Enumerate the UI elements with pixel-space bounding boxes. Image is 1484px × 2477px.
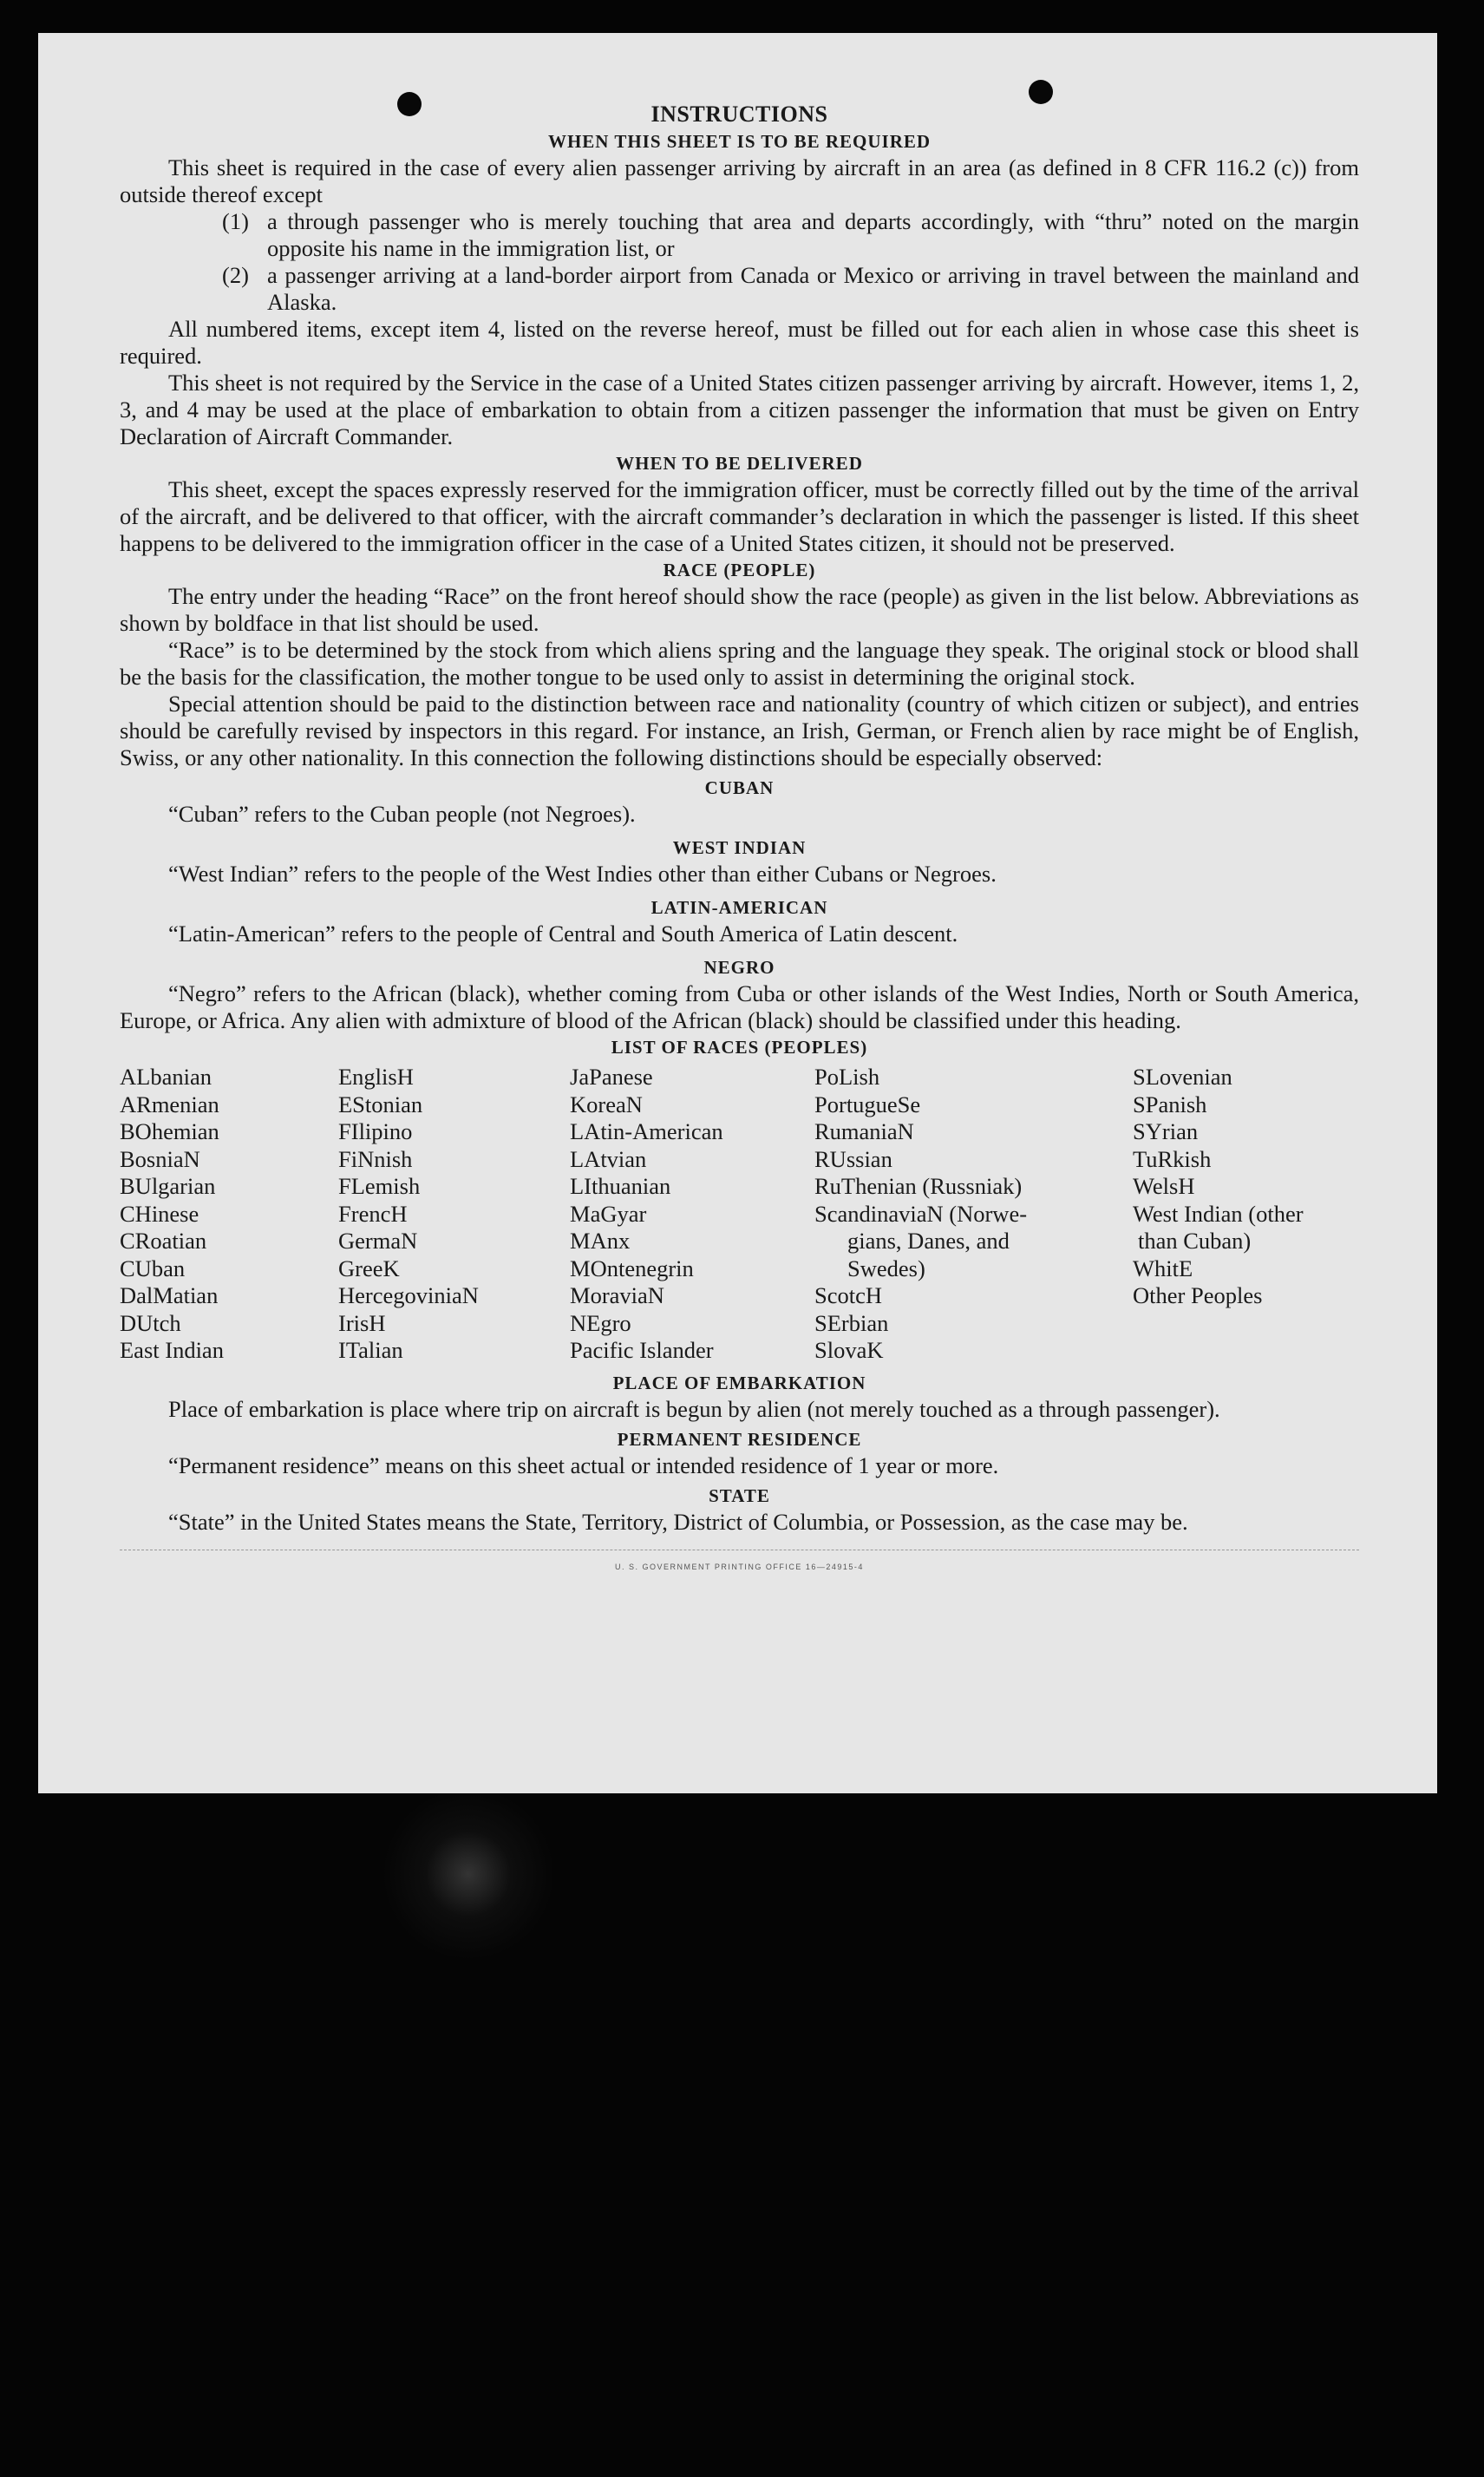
race-entry: PoLish bbox=[814, 1064, 880, 1090]
section-heading: WEST INDIAN bbox=[672, 837, 807, 858]
race-entry: gians, Danes, and bbox=[847, 1228, 1010, 1254]
race-entry: LAtin-American bbox=[570, 1118, 723, 1144]
race-entry: GermaN bbox=[338, 1228, 418, 1254]
race-entry: ScandinaviaN (Norwe- bbox=[814, 1200, 1028, 1227]
race-list bbox=[120, 1064, 1359, 1365]
section-heading: WHEN TO BE DELIVERED bbox=[616, 453, 863, 474]
race-entry: DalMatian bbox=[120, 1282, 219, 1308]
paragraph: “State” in the United States means the State, Territory, District of Columbia, or Possession, as the case may be. bbox=[168, 1508, 1188, 1535]
race-entry: LAtvian bbox=[570, 1145, 647, 1172]
paragraph: All numbered items, except item 4, listed on the reverse hereof, must be filled out for each alien in whose case this sheet is required. bbox=[120, 316, 1359, 369]
race-entry: GreeK bbox=[338, 1255, 400, 1281]
race-entry: East Indian bbox=[120, 1337, 224, 1363]
race-entry: SlovaK bbox=[814, 1337, 884, 1363]
race-entry: PortugueSe bbox=[814, 1091, 921, 1117]
race-entry: WhitE bbox=[1133, 1255, 1193, 1281]
race-entry: SLovenian bbox=[1133, 1064, 1232, 1090]
race-column bbox=[338, 1064, 570, 1365]
race-entry: SYrian bbox=[1133, 1118, 1199, 1144]
race-entry: MaGyar bbox=[570, 1200, 647, 1227]
race-entry: FiNnish bbox=[338, 1145, 413, 1172]
race-column bbox=[814, 1064, 1133, 1365]
section-heading: PLACE OF EMBARKATION bbox=[612, 1372, 866, 1393]
race-entry: RumaniaN bbox=[814, 1118, 914, 1144]
race-entry: HercegoviniaN bbox=[338, 1282, 479, 1308]
race-entry: SErbian bbox=[814, 1309, 889, 1336]
race-entry: DUtch bbox=[120, 1309, 181, 1336]
race-column bbox=[570, 1064, 814, 1365]
race-entry: MOntenegrin bbox=[570, 1255, 694, 1281]
race-entry: RuThenian (Russniak) bbox=[814, 1173, 1023, 1199]
race-entry: West Indian (other bbox=[1133, 1200, 1304, 1227]
list-item bbox=[120, 262, 1359, 316]
race-column bbox=[1133, 1064, 1359, 1365]
race-entry: MoraviaN bbox=[570, 1282, 664, 1308]
punch-hole bbox=[397, 92, 422, 116]
race-entry: TuRkish bbox=[1133, 1145, 1212, 1172]
paragraph: The entry under the heading “Race” on the front hereof should show the race (people) as given in the list below. Abbreviations as shown by boldface in that list should be used. bbox=[120, 583, 1359, 636]
paragraph: “Permanent residence” means on this sheet actual or intended residence of 1 year or more. bbox=[168, 1451, 999, 1478]
race-entry: SPanish bbox=[1133, 1091, 1207, 1117]
race-column bbox=[120, 1064, 338, 1365]
item-text: a through passenger who is merely touching that area and departs accordingly, with “thru” noted on the margin opposite his name in the immigration list, or bbox=[267, 208, 1359, 261]
paragraph: “Race” is to be determined by the stock from which aliens spring and the language they speak. The original stock or blood shall be the basis for the classification, the mother tongue to be used only to assist in determining the original stock. bbox=[120, 637, 1359, 690]
race-entry: ALbanian bbox=[120, 1064, 212, 1090]
race-entry: WelsH bbox=[1133, 1173, 1195, 1199]
instruction-sheet bbox=[38, 33, 1437, 1793]
item-text: a passenger arriving at a land-border airport from Canada or Mexico or arriving in travel between the mainland and Alaska. bbox=[267, 262, 1359, 315]
section-heading: NEGRO bbox=[703, 957, 775, 978]
race-entry: BosniaN bbox=[120, 1145, 200, 1172]
race-entry: EStonian bbox=[338, 1091, 423, 1117]
race-entry: IrisH bbox=[338, 1309, 386, 1336]
race-entry: LIthuanian bbox=[570, 1173, 671, 1199]
race-entry: CHinese bbox=[120, 1200, 199, 1227]
race-entry: RUssian bbox=[814, 1145, 892, 1172]
list-item bbox=[120, 208, 1359, 262]
race-entry: KoreaN bbox=[570, 1091, 643, 1117]
race-entry: Other Peoples bbox=[1133, 1282, 1263, 1308]
section-heading: PERMANENT RESIDENCE bbox=[617, 1428, 862, 1450]
section-heading: WHEN THIS SHEET IS TO BE REQUIRED bbox=[547, 131, 932, 152]
section-heading: RACE (PEOPLE) bbox=[663, 560, 816, 580]
race-entry: BOhemian bbox=[120, 1118, 219, 1144]
race-entry: ITalian bbox=[338, 1337, 403, 1363]
paragraph: Special attention should be paid to the distinction between race and nationality (country of which citizen or subject), and entries should be carefully revised by inspectors in this regard. For instance, an Irish, German, or French alien by race might be of English, Swiss, or any other nationality. In this connection the following distinctions should be especially observed: bbox=[120, 691, 1359, 770]
race-entry: JaPanese bbox=[570, 1064, 653, 1090]
printing-office-footer: U. S. GOVERNMENT PRINTING OFFICE 16—24915-4 bbox=[120, 1550, 1359, 1581]
race-entry: EnglisH bbox=[338, 1064, 414, 1090]
section-heading: CUBAN bbox=[704, 777, 775, 798]
race-entry: ScotcH bbox=[814, 1282, 883, 1308]
race-entry: CUban bbox=[120, 1255, 186, 1281]
paragraph: “Negro” refers to the African (black), whether coming from Cuba or other islands of the West Indies, North or South America, Europe, or Africa. Any alien with admixture of blood of the African (black) should be classified under this heading. bbox=[120, 980, 1359, 1033]
paragraph: This sheet, except the spaces expressly reserved for the immigration officer, must be correctly filled out by the time of the arrival of the aircraft, and be delivered to that officer, with the aircraft commander’s declaration in which the passenger is listed. If this sheet happens to be delivered to the immigration officer in the case of a United States citizen, it should not be preserved. bbox=[120, 476, 1359, 556]
punch-hole bbox=[1029, 80, 1053, 104]
camera-flash-glare bbox=[382, 1787, 555, 1961]
race-entry: BUlgarian bbox=[120, 1173, 216, 1199]
paragraph: “West Indian” refers to the people of the West Indies other than either Cubans or Negroes. bbox=[168, 861, 997, 887]
race-entry: Pacific Islander bbox=[570, 1337, 714, 1363]
race-entry: MAnx bbox=[570, 1228, 631, 1254]
paragraph: “Cuban” refers to the Cuban people (not Negroes). bbox=[168, 801, 636, 827]
paragraph: Place of embarkation is place where trip on aircraft is begun by alien (not merely touched as a through passenger). bbox=[168, 1395, 1220, 1422]
paragraph: “Latin-American” refers to the people of Central and South America of Latin descent. bbox=[168, 921, 958, 947]
page-title: INSTRUCTIONS bbox=[650, 102, 828, 127]
item-number: (2) bbox=[222, 262, 249, 288]
item-number: (1) bbox=[222, 208, 249, 234]
race-entry: Swedes) bbox=[847, 1255, 925, 1281]
race-entry: FrencH bbox=[338, 1200, 408, 1227]
race-entry: than Cuban) bbox=[1138, 1228, 1252, 1254]
paragraph: This sheet is not required by the Service in the case of a United States citizen passenger arriving by aircraft. However, items 1, 2, 3, and 4 may be used at the place of embarkation to obtain from a citizen passenger the information that must be given on Entry Declaration of Aircraft Commander. bbox=[120, 370, 1359, 449]
race-entry: FIlipino bbox=[338, 1118, 413, 1144]
section-heading: LATIN-AMERICAN bbox=[650, 897, 828, 918]
paragraph: This sheet is required in the case of every alien passenger arriving by aircraft in an area (as defined in 8 CFR 116.2 (c)) from outside thereof except bbox=[120, 154, 1359, 207]
race-entry: NEgro bbox=[570, 1309, 631, 1336]
race-entry: ARmenian bbox=[120, 1091, 219, 1117]
section-heading: LIST OF RACES (PEOPLES) bbox=[611, 1037, 868, 1058]
section-heading: STATE bbox=[709, 1484, 770, 1506]
race-entry: CRoatian bbox=[120, 1228, 207, 1254]
race-entry: FLemish bbox=[338, 1173, 421, 1199]
